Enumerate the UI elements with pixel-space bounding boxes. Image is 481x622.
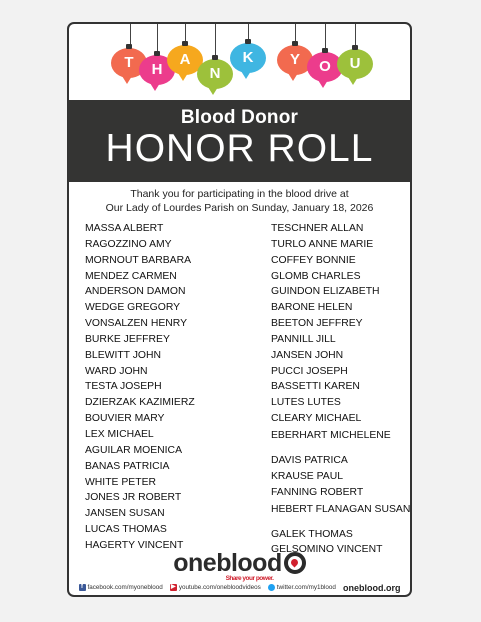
donor-name: JONES JR ROBERT <box>85 492 182 504</box>
donor-name: TESCHNER ALLAN <box>271 223 364 234</box>
header-title: HONOR ROLL <box>105 127 374 170</box>
donor-list-left <box>85 221 195 554</box>
donor-name: GALEK THOMAS <box>271 528 353 540</box>
youtube-icon: ▶ <box>171 584 176 590</box>
donor-name: PANNILL JILL <box>271 333 336 345</box>
banner-letter-y: Y <box>277 45 313 75</box>
donor-name: TESTA JOSEPH <box>85 381 162 393</box>
donor-name: MENDEZ CARMEN <box>85 270 177 282</box>
donor-name: MASSA ALBERT <box>85 223 164 234</box>
donor-name: TURLO ANNE MARIE <box>271 238 374 250</box>
donor-name: BLEWITT JOHN <box>85 349 162 361</box>
donor-name: JANSEN SUSAN <box>85 508 165 520</box>
footer-facebook-link[interactable]: f facebook.com/myoneblood <box>79 584 163 591</box>
donor-name: MORNOUT BARBARA <box>85 254 192 266</box>
footer-twitter-link[interactable]: twitter.com/my1blood <box>268 584 336 591</box>
donor-name: VONSALZEN HENRY <box>85 318 188 330</box>
donor-name: WEDGE GREGORY <box>85 302 181 314</box>
logo-tagline: Share your power. <box>225 575 274 582</box>
donor-name: FANNING ROBERT <box>271 486 364 498</box>
facebook-icon: f <box>79 584 86 591</box>
donor-name: WHITE PETER <box>85 476 157 488</box>
honor-roll-header <box>69 100 410 182</box>
donor-name: DZIERZAK KAZIMIERZ <box>85 397 195 409</box>
donor-name: GELSOMINO VINCENT <box>271 544 383 556</box>
banner-letter-o: O <box>307 52 343 82</box>
donor-name: ANDERSON DAMON <box>85 286 186 298</box>
donor-name: PUCCI JOSEPH <box>271 365 348 377</box>
donor-name: WARD JOHN <box>85 365 148 377</box>
donor-list-right <box>271 221 410 558</box>
donor-name: LUTES LUTES <box>271 397 341 409</box>
donor-name: LEX MICHAEL <box>85 428 154 440</box>
intro-line-1: Thank you for participating in the blood drive at <box>130 188 349 200</box>
donor-name: DAVIS PATRICA <box>271 454 348 466</box>
donor-name: BANAS PATRICIA <box>85 460 170 472</box>
donor-name: BEETON JEFFREY <box>271 318 363 330</box>
twitter-icon <box>268 584 275 591</box>
donor-name: KRAUSE PAUL <box>271 470 343 482</box>
banner-letter-u: U <box>337 49 373 79</box>
footer-youtube-link[interactable]: ▶ youtube.com/onebloodvideos <box>171 584 261 591</box>
footer-website-link[interactable]: oneblood.org <box>342 582 401 593</box>
donor-name: HEBERT FLANAGAN SUSAN <box>271 503 411 515</box>
donor-name: JANSEN JOHN <box>271 349 344 361</box>
donor-name: BARONE HELEN <box>271 302 353 314</box>
banner-letter-h: H <box>139 55 175 85</box>
intro-line-2: Our Lady of Lourdes Parish on Sunday, January 18, 2026 <box>105 202 374 214</box>
banner-letter-k: K <box>230 43 266 73</box>
donor-name: LUCAS THOMAS <box>85 524 167 536</box>
donor-name: BOUVIER MARY <box>85 413 165 425</box>
donor-name: AGUILAR MOENICA <box>85 444 182 456</box>
logo-wordmark: oneblood <box>173 549 282 577</box>
donor-name: GLOMB CHARLES <box>271 270 361 282</box>
donor-name: HAGERTY VINCENT <box>85 539 184 551</box>
donor-name: COFFEY BONNIE <box>271 254 356 266</box>
header-subtitle: Blood Donor <box>180 107 299 128</box>
donor-name: BASSETTI KAREN <box>271 381 360 393</box>
donor-name: CLEARY MICHAEL <box>271 413 362 425</box>
donor-name: GUINDON ELIZABETH <box>271 286 380 298</box>
banner-letter-t: T <box>111 48 147 78</box>
footer-links <box>69 580 410 595</box>
donor-name: EBERHART MICHELENE <box>271 429 391 441</box>
donor-name: BURKE JEFFREY <box>85 333 170 345</box>
banner-letter-n: N <box>197 59 233 89</box>
banner-letter-a: A <box>167 45 203 75</box>
blood-drop-icon <box>284 552 306 574</box>
honor-roll-card <box>67 22 412 597</box>
thank-you-banner <box>69 24 410 100</box>
donor-name: RAGOZZINO AMY <box>85 238 172 250</box>
intro-text <box>69 187 410 215</box>
